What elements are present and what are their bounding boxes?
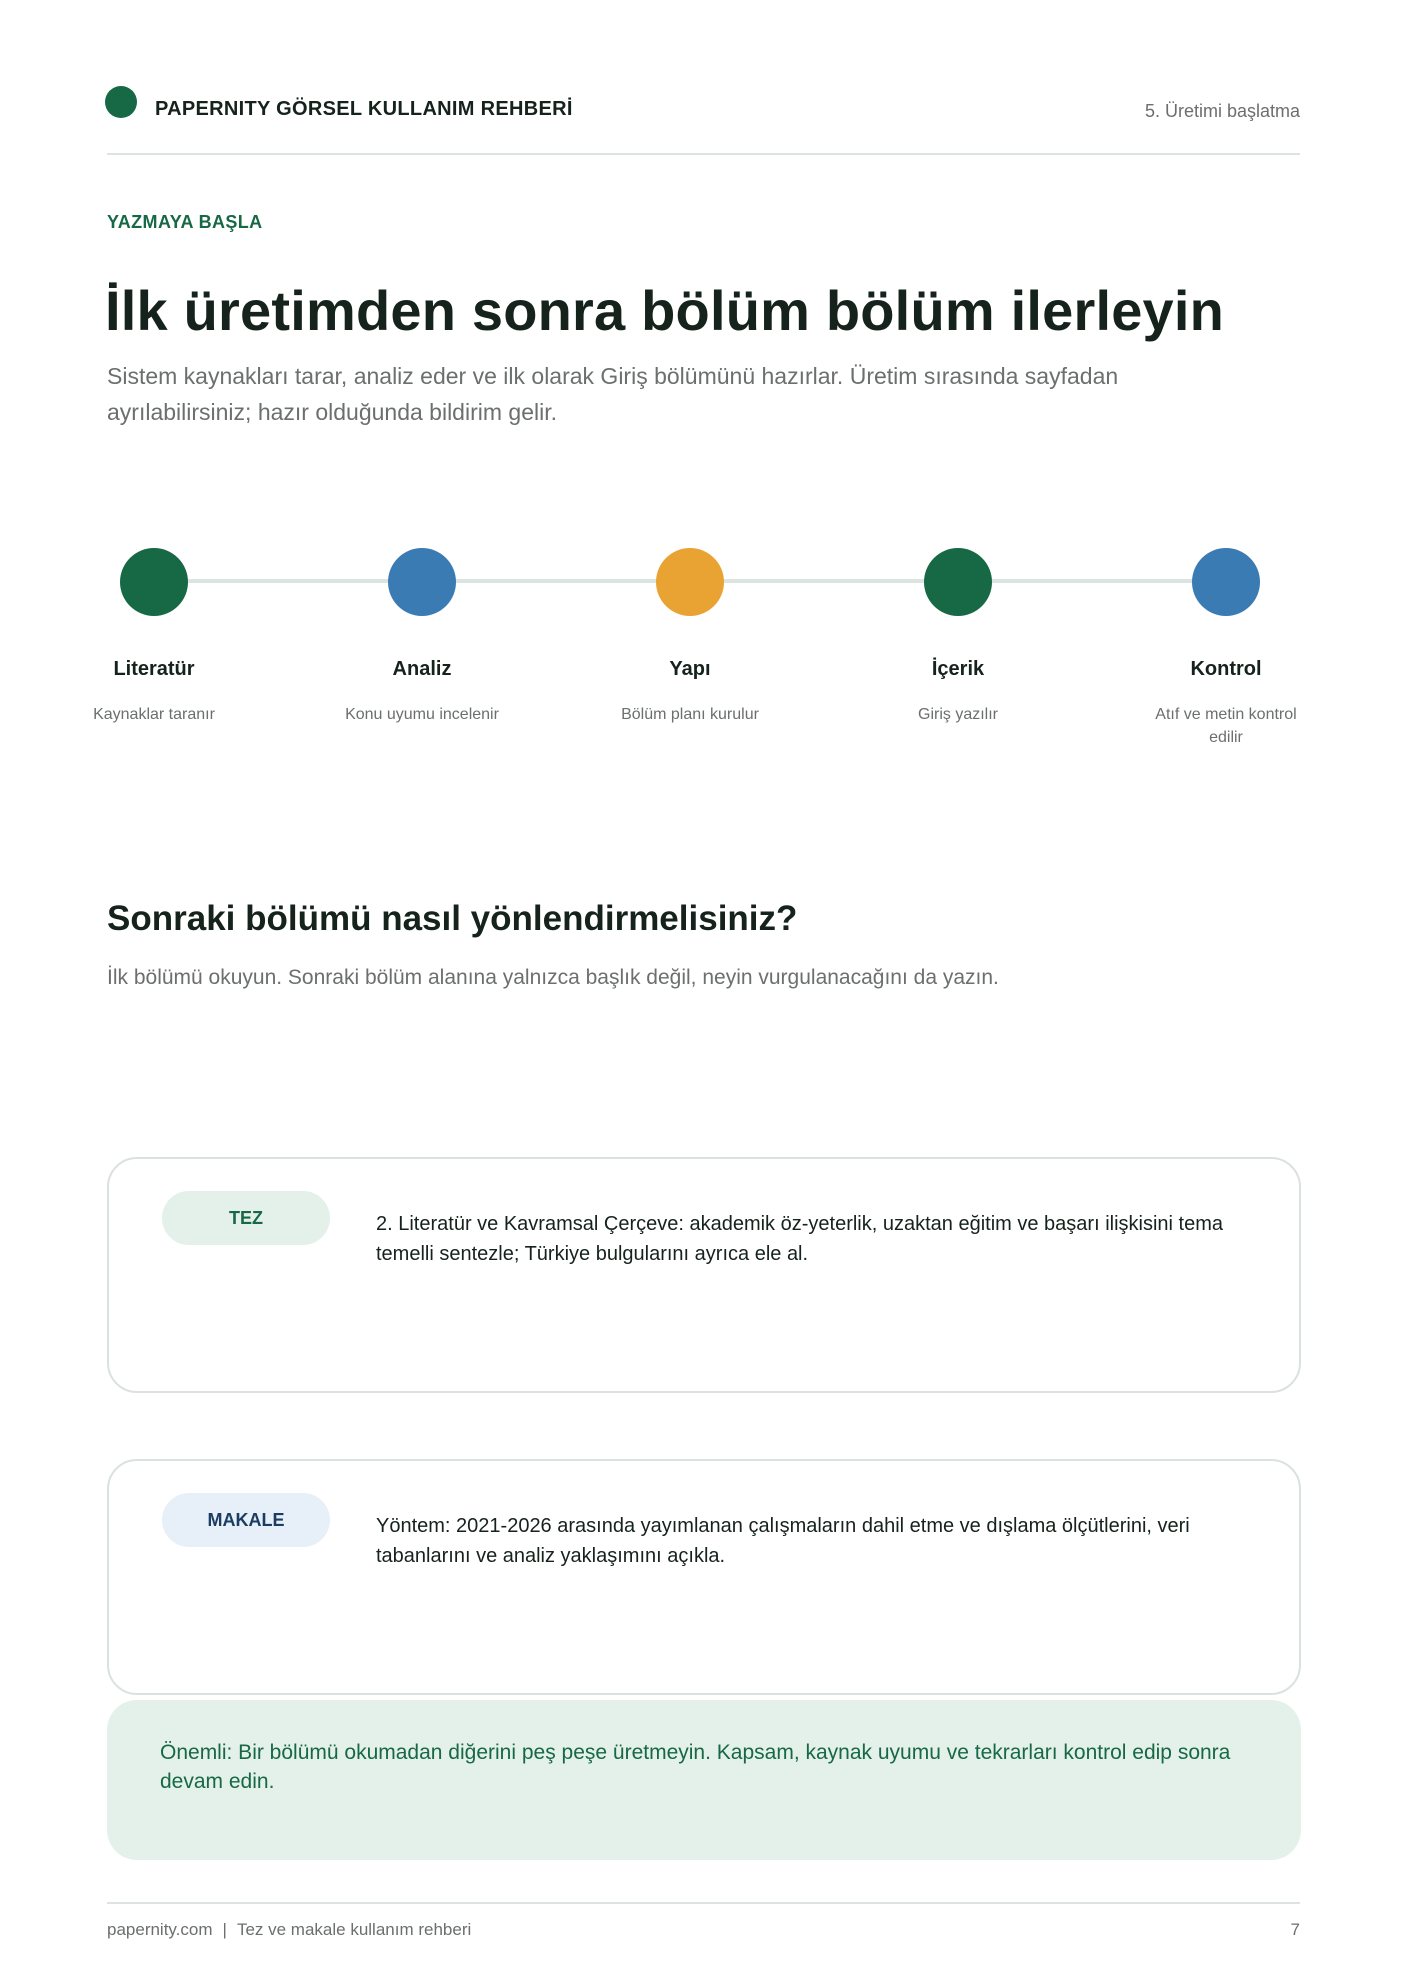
notice-text: Önemli: Bir bölümü okumadan diğerini peş peşe üretmeyin. Kapsam, kaynak uyumu ve tekrarları kontrol edip sonra devam edin. (160, 1741, 1231, 1793)
page-number: 7 (1290, 1920, 1300, 1939)
footer-separator: | (222, 1920, 227, 1939)
step-title: Yapı (669, 658, 711, 680)
step-title: İçerik (931, 658, 985, 680)
footer-divider (107, 1902, 1300, 1904)
step-kontrol (1141, 548, 1311, 749)
step-description: Kaynaklar taranır (93, 706, 215, 723)
intro-paragraph: Sistem kaynakları tarar, analiz eder ve ilk olarak Giriş bölümünü hazırlar. Üretim sırasında sayfadan ayrılabilirsiniz; hazır olduğunda bildirim gelir. (107, 363, 1119, 425)
step-dot (1192, 548, 1260, 616)
step-title: Kontrol (1190, 658, 1262, 680)
important-notice (107, 1700, 1301, 1860)
example-card-tez (107, 1157, 1301, 1393)
card-example-text: Yöntem: 2021-2026 arasında yayımlanan çalışmaların dahil etme ve dışlama ölçütlerini, veri tabanlarını ve analiz yaklaşımını açıkla. (376, 1515, 1190, 1567)
card-example-text: 2. Literatür ve Kavramsal Çerçeve: akademik öz-yeterlik, uzaktan eğitim ve başarı ilişkisini tema temelli sentezle; Türkiye bulgularını ayrıca ele al. (376, 1213, 1223, 1265)
guide-description: İlk bölümü okuyun. Sonraki bölüm alanına yalnızca başlık değil, neyin vurgulanacağını da yazın. (107, 966, 999, 989)
brand-logo-dot (105, 86, 137, 118)
guide-heading: Sonraki bölümü nasıl yönlendirmelisiniz? (107, 899, 798, 938)
step-dot (120, 548, 188, 616)
step-analiz (322, 548, 522, 726)
step-description: Giriş yazılır (918, 706, 998, 723)
brand-title: PAPERNITY GÖRSEL KULLANIM REHBERİ (155, 98, 573, 120)
step-dot (924, 548, 992, 616)
footer-site-link[interactable]: papernity.com (107, 1920, 213, 1939)
step-icerik (858, 548, 1058, 726)
page-title: İlk üretimden sonra bölüm bölüm ilerleyin (105, 279, 1225, 342)
section-eyebrow: YAZMAYA BAŞLA (107, 212, 263, 232)
step-description: Atıf ve metin kontrol edilir (1155, 706, 1297, 746)
step-description: Bölüm planı kurulur (621, 706, 759, 723)
example-card-makale (107, 1459, 1301, 1695)
footer-guide-name: Tez ve makale kullanım rehberi (236, 1920, 472, 1939)
step-yapi (590, 548, 790, 726)
step-title: Analiz (392, 658, 452, 680)
section-reference: 5. Üretimi başlatma (1144, 101, 1300, 121)
step-literatur (54, 548, 254, 726)
step-dot (388, 548, 456, 616)
card-tag: MAKALE (162, 1493, 330, 1547)
step-dot (656, 548, 724, 616)
card-tag: TEZ (162, 1191, 330, 1245)
header-divider (107, 153, 1300, 155)
step-description: Konu uyumu incelenir (345, 706, 499, 723)
step-title: Literatür (113, 658, 195, 680)
footer-info (107, 1920, 471, 1940)
